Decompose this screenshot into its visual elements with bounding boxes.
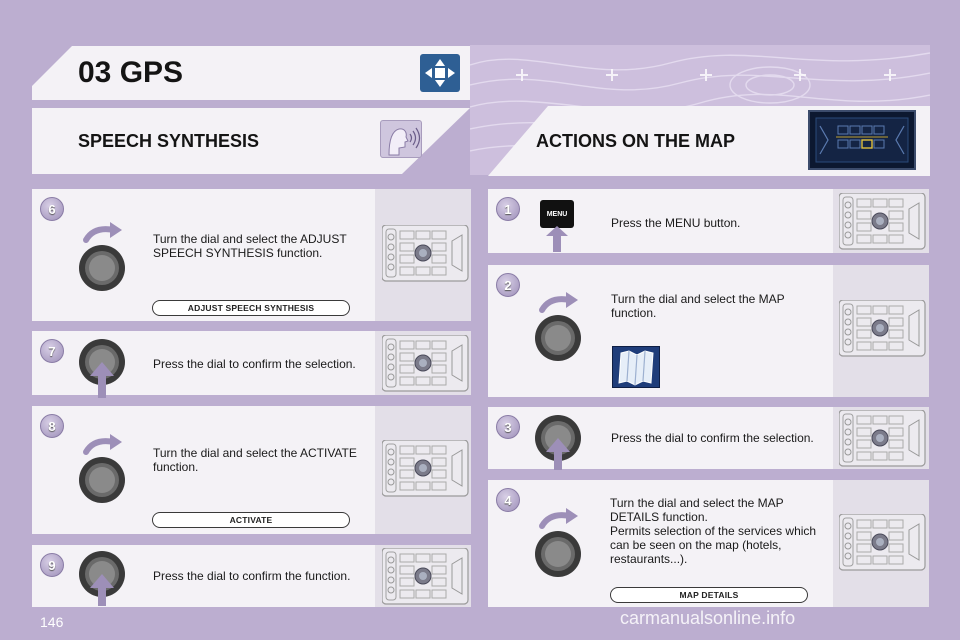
radio-unit-illustration <box>382 548 470 606</box>
activate-label: ACTIVATE <box>152 512 350 528</box>
rotary-dial-icon <box>530 292 584 364</box>
menu-button-icon: MENU <box>540 200 574 228</box>
step-2-text: Turn the dial and select the MAP function. <box>611 292 785 320</box>
step-number-badge: 7 <box>40 339 64 363</box>
step-3-text: Press the dial to confirm the selection. <box>611 431 814 445</box>
rotary-dial-icon <box>530 508 584 580</box>
step-4-description: Permits selection of the services which can be seen on the map (hotels, restaurants...). <box>610 524 817 566</box>
speech-head-icon <box>380 120 422 158</box>
directional-arrows-icon <box>420 54 460 92</box>
step-number-badge: 6 <box>40 197 64 221</box>
radio-unit-illustration <box>839 193 927 251</box>
speech-synthesis-title: SPEECH SYNTHESIS <box>78 131 260 151</box>
radio-unit-illustration <box>839 300 927 358</box>
actions-on-map-title: ACTIONS ON THE MAP <box>536 131 736 151</box>
radio-unit-illustration <box>382 225 470 283</box>
step-number-badge: 9 <box>40 553 64 577</box>
folded-map-icon <box>612 346 660 388</box>
rotary-dial-icon <box>74 336 128 400</box>
radio-unit-illustration <box>839 410 927 468</box>
rotary-dial-icon <box>74 434 128 506</box>
press-arrow-icon <box>546 226 568 252</box>
step-1-text: Press the MENU button. <box>611 216 741 230</box>
step-number-badge: 2 <box>496 273 520 297</box>
step-7-text: Press the dial to confirm the selection. <box>153 357 356 371</box>
adjust-speech-synthesis-label: ADJUST SPEECH SYNTHESIS <box>152 300 350 316</box>
step-6-text: Turn the dial and select the ADJUST SPEECH SYNTHESIS function. <box>153 232 347 260</box>
step-number-badge: 1 <box>496 197 520 221</box>
step-8-text: Turn the dial and select the ACTIVATE function. <box>153 446 357 474</box>
rotary-dial-icon <box>530 412 584 470</box>
step-number-badge: 4 <box>496 488 520 512</box>
radio-unit-illustration <box>839 514 927 572</box>
radio-unit-illustration <box>382 440 470 498</box>
map-details-label: MAP DETAILS <box>610 587 808 603</box>
step-9-text: Press the dial to confirm the function. <box>153 569 351 583</box>
chapter-title: 03 GPS <box>78 56 184 89</box>
page-number: 146 <box>40 614 64 630</box>
rotary-dial-icon <box>74 548 128 612</box>
step-number-badge: 8 <box>40 414 64 438</box>
rotary-dial-icon <box>74 222 128 294</box>
watermark: carmanualsonline.info <box>620 608 796 628</box>
map-display-screen <box>808 110 916 170</box>
step-4-text: Turn the dial and select the MAP DETAILS function. <box>610 496 784 524</box>
step-number-badge: 3 <box>496 415 520 439</box>
radio-unit-illustration <box>382 335 470 393</box>
